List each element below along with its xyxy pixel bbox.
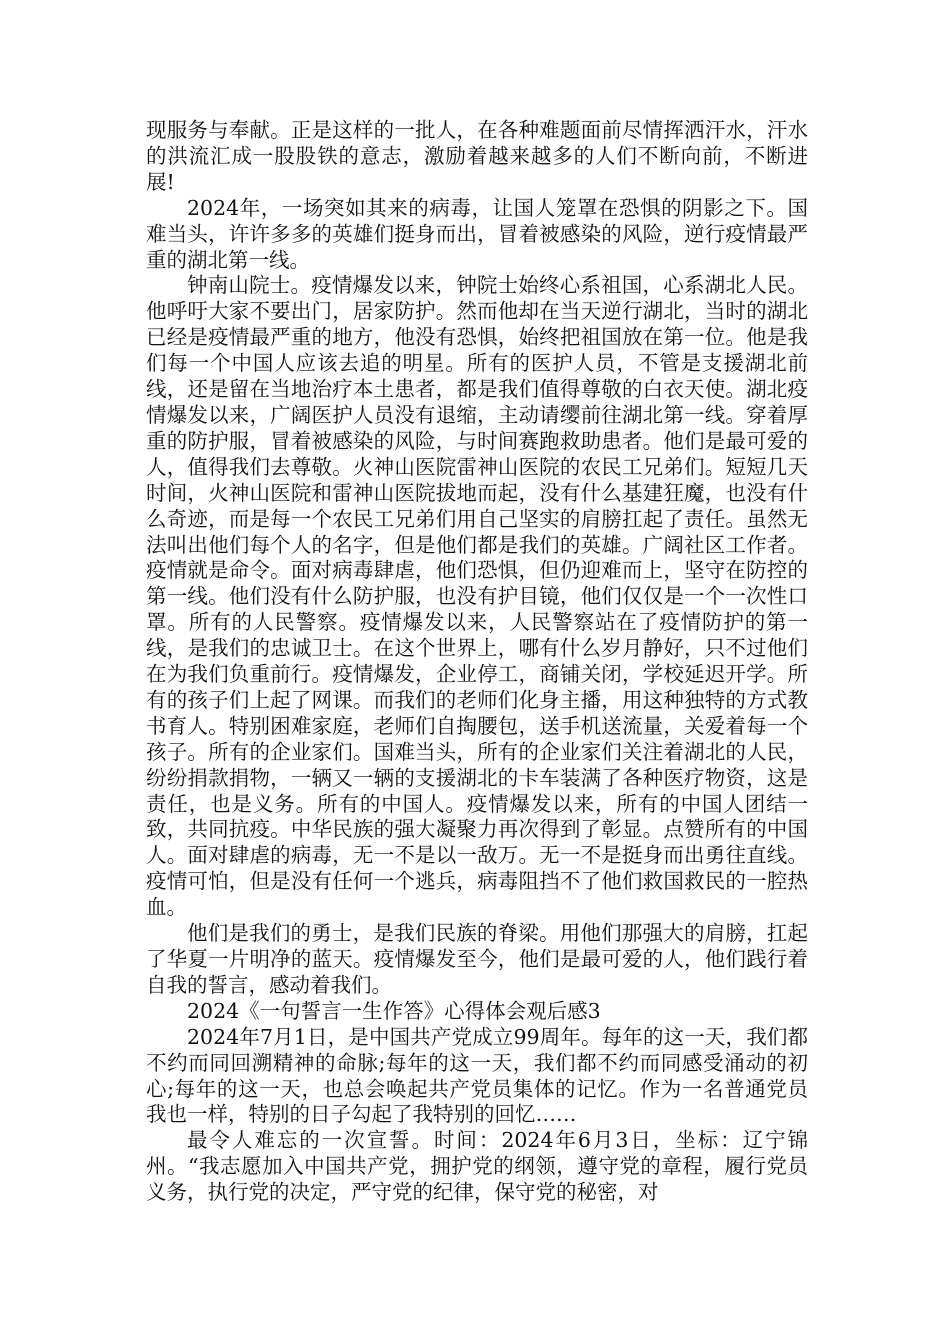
paragraph-3: 钟南山院士。疫情爆发以来，钟院士始终心系祖国，心系湖北人民。他呼吁大家不要出门，居家防护。然而他却在当天逆行湖北，当时的湖北已经是疫情最严重的地方，他没有恐惧，始终把祖国放在第一位。他是我们每一个中国人应该去追的明星。所有的医护人员，不管是支援湖北前线，还是留在当地治疗本土患者，都是我们值得尊敬的白衣天使。湖北疫情爆发以来，广阔医护人员没有退缩，主动请缨前往湖北第一线。穿着厚重的防护服，冒着被感染的风险，与时间赛跑救助患者。他们是最可爱的人，值得我们去尊敬。火神山医院雷神山医院的农民工兄弟们。短短几天时间，火神山医院和雷神山医院拔地而起，没有什么基建狂魔，也没有什么奇迹，而是每一个农民工兄弟们用自己坚实的肩膀扛起了责任。虽然无法叫出他们每个人的名字，但是他们都是我们的英雄。广阔社区工作者。疫情就是命令。面对病毒肆虐，他们恐惧，但仍迎难而上，坚守在防控的第一线。他们没有什么防护服，也没有护目镜，他们仅仅是一个一次性口罩。所有的人民警察。疫情爆发以来，人民警察站在了疫情防护的第一线，是我们的忠诚卫士。在这个世界上，哪有什么岁月静好，只不过他们在为我们负重前行。疫情爆发，企业停工，商铺关闭，学校延迟开学。所有的孩子们上起了网课。而我们的老师们化身主播，用这种独特的方式教书育人。特别困难家庭，老师们自掏腰包，送手机送流量，关爱着每一个孩子。所有的企业家们。国难当头，所有的企业家们关注着湖北的人民，纷纷捐款捐物，一辆又一辆的支援湖北的卡车装满了各种医疗物资，这是责任，也是义务。所有的中国人。疫情爆发以来，所有的中国人团结一致，共同抗疫。中华民族的强大凝聚力再次得到了彰显。点赞所有的中国人。面对肆虐的病毒，无一不是以一敌万。无一不是挺身而出勇往直线。疫情可怕，但是没有任何一个逃兵，病毒阻挡不了他们救国救民的一腔热血。 <box>146 273 808 920</box>
paragraph-4: 他们是我们的勇士，是我们民族的脊梁。用他们那强大的肩膀，扛起了华夏一片明净的蓝天。疫情爆发至今，他们是最可爱的人，他们践行着自我的誓言，感动着我们。 <box>146 921 808 997</box>
section-heading: 2024《一句誓言一生作答》心得体会观后感3 <box>187 998 601 1023</box>
paragraph-5: 2024年7月1日，是中国共产党成立99周年。每年的这一天，我们都不约而同回溯精神的命脉;每年的这一天，我们都不约而同感受涌动的初心;每年的这一天，也总会唤起共产党员集体的记忆。作为一名普通党员我也一样，特别的日子勾起了我特别的回忆…… <box>146 1024 808 1127</box>
paragraph-1: 现服务与奉献。正是这样的一批人，在各种难题面前尽情挥洒汗水，汗水的洪流汇成一股股铁的意志，激励着越来越多的人们不断向前，不断进展! <box>146 118 808 194</box>
paragraph-6: 最令人难忘的一次宣誓。时间：2024年6月3日，坐标：辽宁锦州。“我志愿加入中国共产党，拥护党的纲领，遵守党的章程，履行党员义务，执行党的决定，严守党的纪律，保守党的秘密，对 <box>146 1128 808 1205</box>
document-page <box>146 118 808 1206</box>
paragraph-2: 2024年，一场突如其来的病毒，让国人笼罩在恐惧的阴影之下。国难当头，许许多多的英雄们挺身而出，冒着被感染的风险，逆行疫情最严重的湖北第一线。 <box>146 195 808 272</box>
